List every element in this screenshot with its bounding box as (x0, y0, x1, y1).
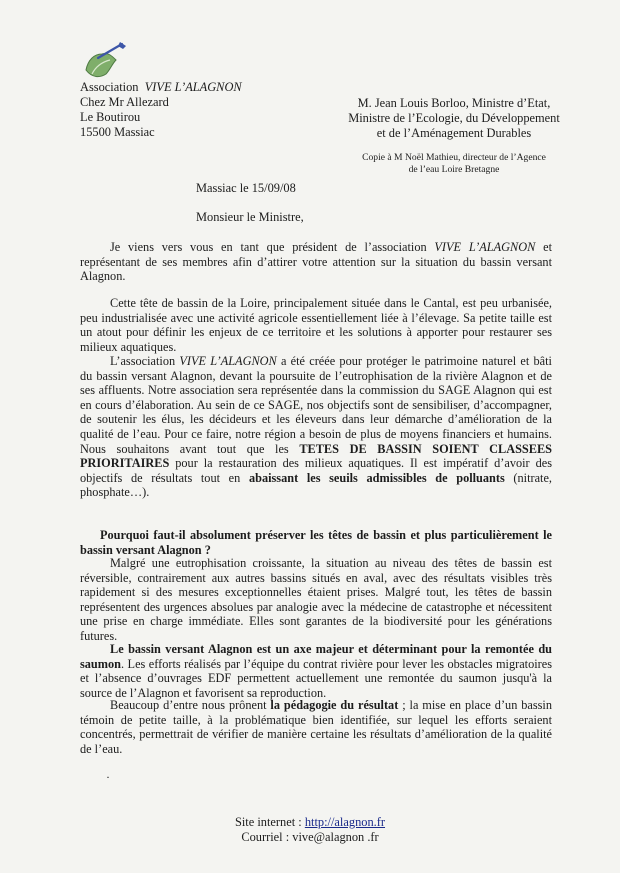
stray-dot: · (106, 770, 110, 784)
salutation: Monsieur le Ministre, (196, 210, 304, 224)
footer-email: Courriel : vive@alagnon .fr (241, 830, 379, 844)
recipient-line: Ministre de l’Ecologie, du Développement (348, 111, 560, 125)
letter-date: Massiac le 15/09/08 (196, 181, 296, 195)
paragraph-pedagogie: Beaucoup d’entre nous prônent la pédagogie du résultat ; la mise en place d’un bassin témoin de petite taille, à la problématique bien identifiée, sur lequel les efforts seraient concentrés, permettrait de vérifier de manière certaine les résultats d’amélioration de la qualité de l’eau. (80, 698, 552, 756)
site-link[interactable]: http://alagnon.fr (304, 815, 386, 829)
paragraph-context: Cette tête de bassin de la Loire, principalement située dans le Cantal, est peu urbanisée, peu industrialisée avec une activité agricole essentiellement liée à l’élevage. Sa petite taille est un atout pour définir les enjeux de ce territoire et les solutions à apporter pour restaurer ses milieux aquatiques. (80, 296, 552, 354)
sender-line: Chez Mr Allezard (80, 95, 169, 109)
copy-notice (330, 152, 578, 176)
sender-association: Association VIVE L’ALAGNON (80, 80, 242, 94)
recipient-address (330, 96, 578, 141)
sender-line: Le Boutirou (80, 110, 141, 124)
question-heading: Pourquoi faut-il absolument préserver les têtes de bassin et plus particulièrement le bassin versant Alagnon ? (80, 528, 552, 557)
paragraph-saumon: Le bassin versant Alagnon est un axe majeur et déterminant pour la remontée du saumon. Les efforts réalisés par l’équipe du contrat rivière pour lever les obstacles migratoires et l’absence d’ouvrages EDF permettent actuellement une remontée du saumon jusqu'à la source de l’Alagnon et favorisent sa reproduction. (80, 642, 552, 700)
paragraph-intro: Je viens vers vous en tant que président de l’association VIVE L’ALAGNON et représentant de ses membres afin d’attirer votre attention sur la situation du bassin versant Alagnon. (80, 240, 552, 284)
copy-line: Copie à M Noël Mathieu, directeur de l’Agence (362, 152, 546, 163)
copy-line: de l’eau Loire Bretagne (408, 164, 500, 175)
sender-line: 15500 Massiac (80, 125, 155, 139)
paragraph-association: L’association VIVE L’ALAGNON a été créée pour protéger le patrimoine naturel et bâti du bassin versant Alagnon, devant la poursuite de l’eutrophisation de la rivière Alagnon et de ses affluents. Notre association sera représentée dans la commission du SAGE Alagnon qui est en cours d’élaboration. Au sein de ce SAGE, nos objectifs sont de sensibiliser, d’accompagner, de soutenir les élus, les décideurs et les éleveurs dans leur démarche d’amélioration de la qualité de l’eau. Pour ce faire, notre région a besoin de plus de moyens financiers et humains. Nous souhaitons avant tout que les TETES DE BASSIN SOIENT CLASSEES PRIORITAIRES pour la restauration des milieux aquatiques. Il est impératif d’avoir des objectifs de résultats tout en abaissant les seuils admissibles de polluants (nitrate, phosphate…). (80, 354, 553, 500)
footer-contact (0, 815, 620, 845)
recipient-line: et de l’Aménagement Durables (376, 126, 532, 140)
recipient-line: M. Jean Louis Borloo, Ministre d’Etat, (357, 96, 551, 110)
footer-site: Site internet : http://alagnon.fr (234, 815, 386, 829)
paragraph-eutrophisation: Malgré une eutrophisation croissante, la situation au niveau des têtes de bassin est réversible, contrairement aux autres bassins situés en aval, avec des résultats visibles très rapidement si des mesures exceptionnelles étaient prises. Malgré tout, les têtes de bassin représentent des urgences absolues par analogie avec la médecine de catastrophe et nécessitent une prise en charge immédiate. Elles sont garantes de la biodiversité pour les générations futures. (80, 556, 552, 643)
association-logo (82, 40, 128, 82)
sender-address (80, 80, 242, 140)
